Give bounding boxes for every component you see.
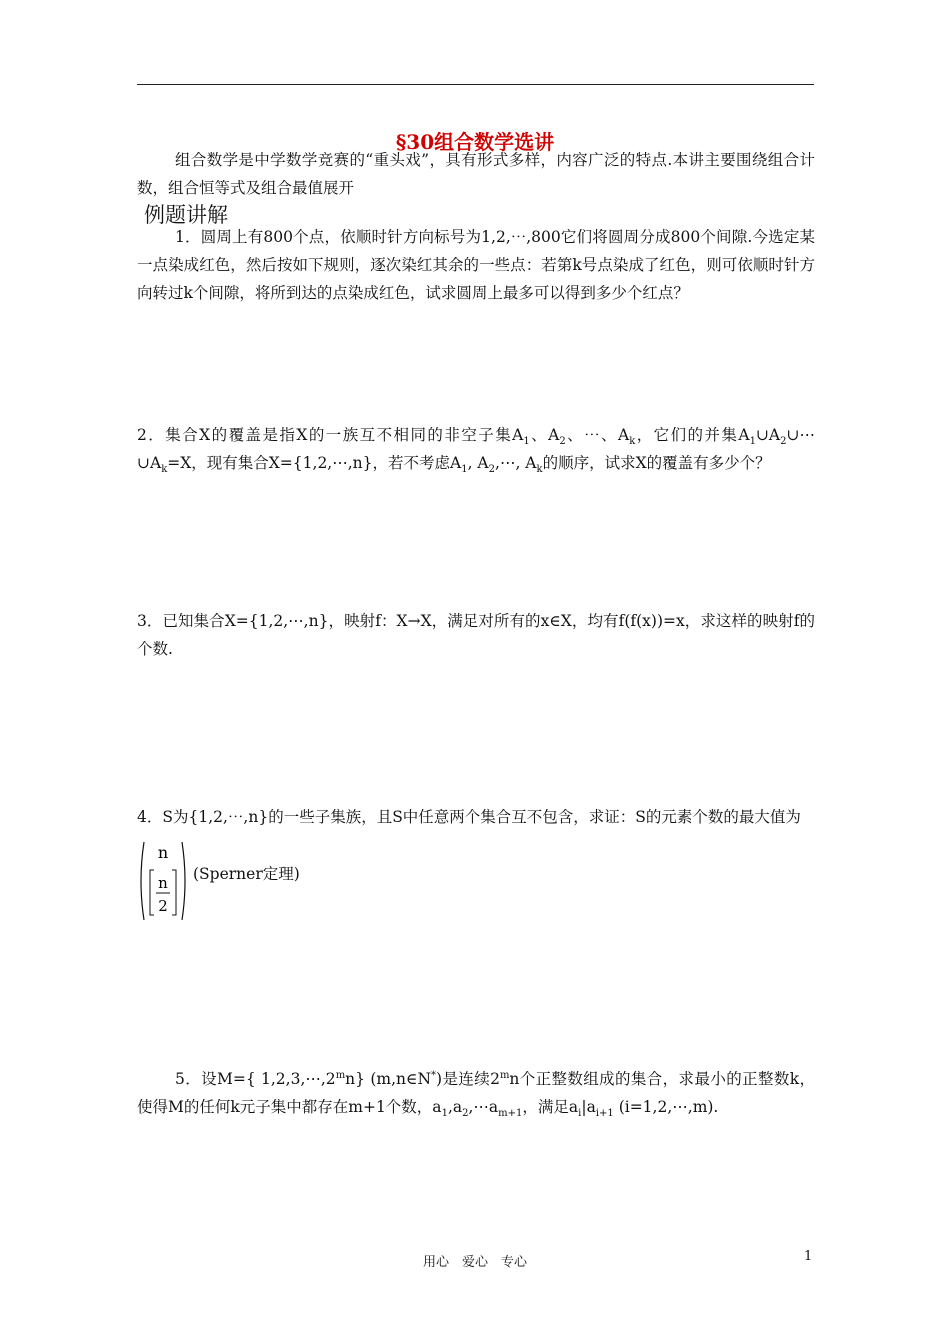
formula-fraction-den: 2 xyxy=(158,897,168,915)
problem-3: 3．已知集合X={1,2,⋯,n}，映射f：X→X，满足对所有的x∈X，均有f(f(x))=x，求这样的映射f的个数. xyxy=(137,612,815,658)
page-number: 1 xyxy=(804,1249,813,1264)
right-paren xyxy=(182,842,185,920)
intro-paragraph: 组合数学是中学数学竞赛的“重头戏”，具有形式多样，内容广泛的特点.本讲主要围绕组合计数，组合恒等式及组合最值展开 xyxy=(137,151,815,197)
floor-left-bracket xyxy=(150,870,154,915)
problem-4: 4．S为{1,2,⋯,n}的一些子集族，且S中任意两个集合互不包含，求证：S的元素个数的最大值为 xyxy=(137,808,801,826)
formula-fraction-num: n xyxy=(158,874,168,892)
sperner-note: (Sperner定理) xyxy=(193,865,300,883)
floor-right-bracket xyxy=(172,870,176,915)
page-title: §30组合数学选讲 xyxy=(395,130,555,154)
footer-motto: 用心 爱心 专心 xyxy=(422,1255,527,1270)
section-heading: 例题讲解 xyxy=(144,203,228,227)
binomial-formula xyxy=(137,840,189,922)
problem-5: 5．设M={ 1,2,3,⋯,2$^m$n} (m,n∈N*)是连续2$^m$n个正整数组成的集合，求最小的正整数k，使得M的任何k元子集中都存在m+1个数，$a_1,a_2,\cdots a_{m+1}$，满足$a_i|a_{i+1}$ (i=1,2,⋯,m). xyxy=(137,1069,815,1120)
problem-1: 1．圆周上有800个点，依顺时针方向标号为1,2,⋯,800它们将圆周分成800个间隙.今选定某一点染成红色，然后按如下规则，逐次染红其余的一些点：若第k号点染成了红色，则可依顺时针方向转过k个间隙，将所到达的点染成红色，试求圆周上最多可以得到多少个红点？ xyxy=(137,228,815,302)
left-paren xyxy=(141,842,144,920)
formula-top-n: n xyxy=(157,843,169,862)
problem-2: 2．集合X的覆盖是指X的一族互不相同的非空子集$A_1$、$A_2$、⋯、$A_k$，它们的并集$A_1\cup A_2\cup\cdots\cup A_k=X$，现有集合X={1,2,⋯,n}，若不考虑$A_1$, $A_2,\cdots$, $A_k$的顺序，试求X的覆盖有多少个？ xyxy=(137,426,815,476)
header-rule xyxy=(137,84,814,85)
